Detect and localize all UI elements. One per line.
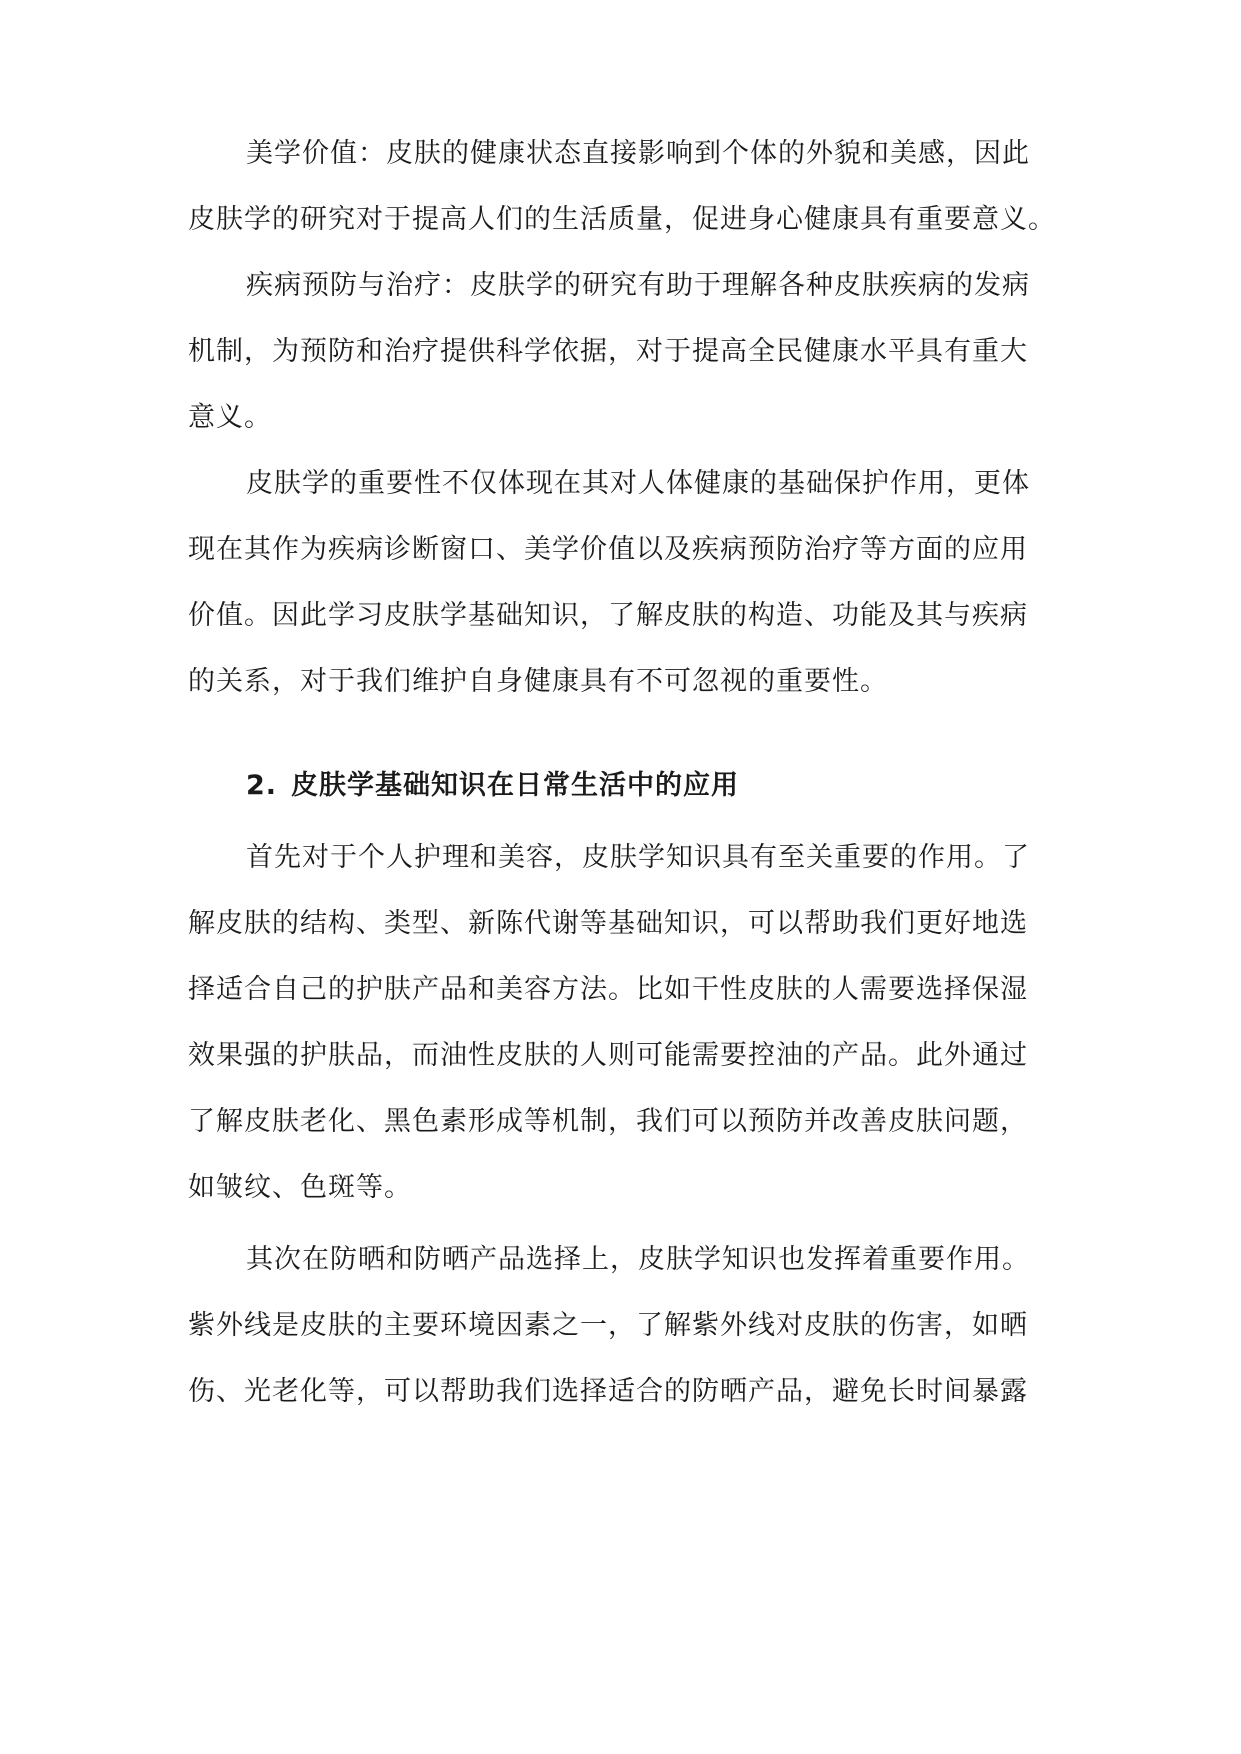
paragraph-line: 如皱纹、色斑等。 <box>188 1172 412 1203</box>
paragraph-line: 紫外线是皮肤的主要环境因素之一，了解紫外线对皮肤的伤害，如晒 <box>188 1310 1028 1341</box>
paragraph-line: 解皮肤的结构、类型、新陈代谢等基础知识，可以帮助我们更好地选 <box>188 908 1028 939</box>
paragraph-line: 价值。因此学习皮肤学基础知识，了解皮肤的构造、功能及其与疾病 <box>188 600 1028 631</box>
paragraph-line: 疾病预防与治疗：皮肤学的研究有助于理解各种皮肤疾病的发病 <box>246 270 1030 301</box>
paragraph-line: 现在其作为疾病诊断窗口、美学价值以及疾病预防治疗等方面的应用 <box>188 534 1028 565</box>
paragraph-line: 效果强的护肤品，而油性皮肤的人则可能需要控油的产品。此外通过 <box>188 1040 1028 1071</box>
paragraph-line: 皮肤学的重要性不仅体现在其对人体健康的基础保护作用，更体 <box>246 468 1030 499</box>
paragraph-line: 皮肤学的研究对于提高人们的生活质量，促进身心健康具有重要意义。 <box>188 204 1056 235</box>
paragraph-line: 首先对于个人护理和美容，皮肤学知识具有至关重要的作用。了 <box>246 842 1030 873</box>
paragraph-line: 美学价值：皮肤的健康状态直接影响到个体的外貌和美感，因此 <box>246 138 1030 169</box>
paragraph-line: 其次在防晒和防晒产品选择上，皮肤学知识也发挥着重要作用。 <box>246 1244 1030 1275</box>
section-title: 皮肤学基础知识在日常生活中的应用 <box>291 770 740 801</box>
paragraph-line: 伤、光老化等，可以帮助我们选择适合的防晒产品，避免长时间暴露 <box>188 1376 1028 1407</box>
paragraph-line: 了解皮肤老化、黑色素形成等机制，我们可以预防并改善皮肤问题， <box>188 1106 1028 1137</box>
paragraph-line: 意义。 <box>188 402 272 433</box>
section-heading <box>246 766 739 806</box>
paragraph-line: 择适合自己的护肤产品和美容方法。比如干性皮肤的人需要选择保湿 <box>188 974 1028 1005</box>
paragraph-line: 的关系，对于我们维护自身健康具有不可忽视的重要性。 <box>188 666 888 697</box>
paragraph-line: 机制，为预防和治疗提供科学依据，对于提高全民健康水平具有重大 <box>188 336 1028 367</box>
section-number: 2. <box>246 770 278 801</box>
